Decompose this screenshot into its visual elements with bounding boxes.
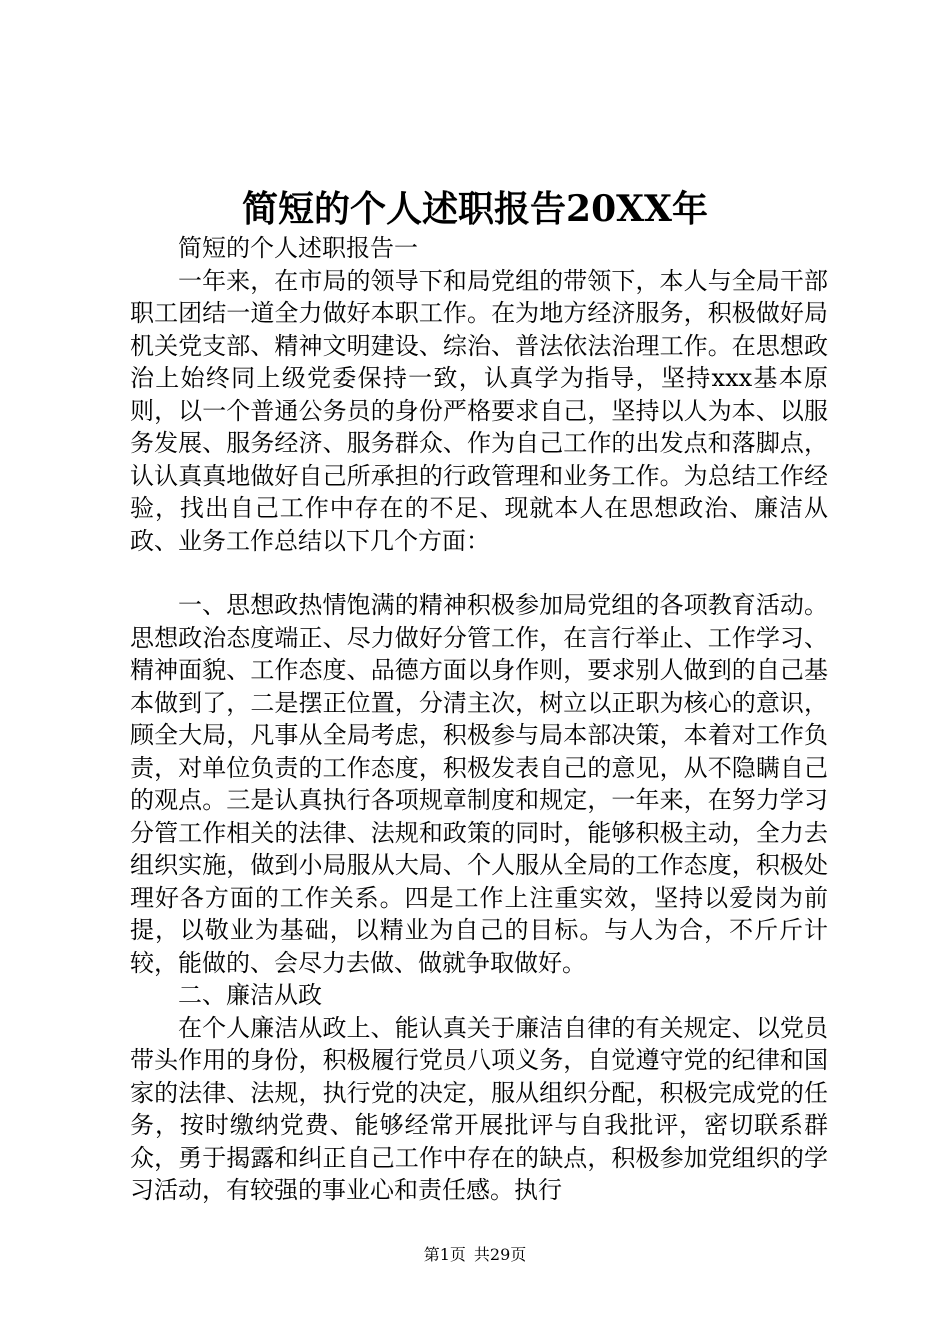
integrity-paragraph: 在个人廉洁从政上、能认真关于廉洁自律的有关规定、以党员带头作用的身份，积极履行党员八项义务，自觉遵守党的纪律和国家的法律、法规，执行党的决定，服从组织分配，积极完成党的任务，按时缴纳党费、能够经常开展批评与自我批评，密切联系群众，勇于揭露和纠正自己工作中存在的缺点，积极参加党组织的学习活动，有较强的事业心和责任感。执行 — [130, 1013, 828, 1204]
page-number: 第1页 — [423, 1245, 466, 1264]
page-total: 共29页 — [473, 1245, 527, 1264]
page-footer — [0, 1244, 950, 1266]
political-thought-paragraph: 一、思想政热情饱满的精神积极参加局党组的各项教育活动。思想政治态度端正、尽力做好分管工作，在言行举止、工作学习、精神面貌、工作态度、品德方面以身作则，要求别人做到的自己基本做到了，二是摆正位置，分清主次，树立以正职为核心的意识，顾全大局，凡事从全局考虑，积极参与局本部决策，本着对工作负责，对单位负责的工作态度，积极发表自己的意见，从不隐瞒自己的观点。三是认真执行各项规章制度和规定，一年来，在努力学习分管工作相关的法律、法规和政策的同时，能够积极主动，全力去组织实施，做到小局服从大局、个人服从全局的工作态度，积极处理好各方面的工作关系。四是工作上注重实效，坚持以爱岗为前提，以敬业为基础，以精业为自己的目标。与人为合，不斤斤计较，能做的、会尽力去做、做就争取做好。 — [130, 591, 828, 977]
document-body — [130, 232, 828, 1207]
section-heading-integrity: 二、廉洁从政 — [178, 981, 322, 1009]
intro-paragraph: 一年来，在市局的领导下和局党组的带领下，本人与全局干部职工团结一道全力做好本职工作。在为地方经济服务，积极做好局机关党支部、精神文明建设、综治、普法依法治理工作。在思想政治上始终同上级党委保持一致，认真学为指导，坚持xxx基本原则，以一个普通公务员的身份严格要求自己，坚持以人为本、以服务发展、服务经济、服务群众、作为自己工作的出发点和落脚点，认认真真地做好自己所承担的行政管理和业务工作。为总结工作经验，找出自己工作中存在的不足、现就本人在思想政治、廉洁从政、业务工作总结以下几个方面： — [130, 266, 828, 555]
section-heading-1: 简短的个人述职报告一 — [178, 234, 418, 262]
document-title: 简短的个人述职报告20XX年 — [242, 188, 708, 230]
